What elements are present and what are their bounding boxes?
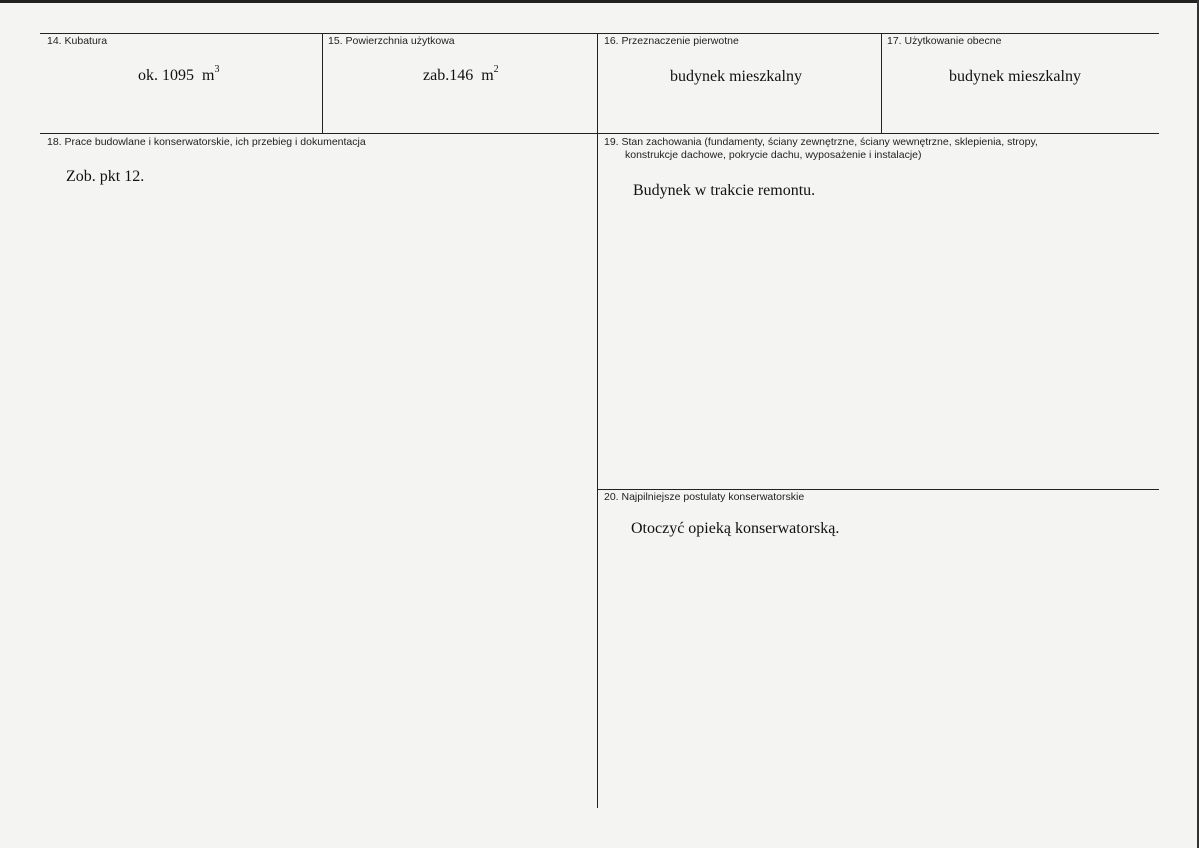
field-20-value: Otoczyć opieką konserwatorską. bbox=[631, 520, 840, 537]
divider-14-15 bbox=[322, 33, 323, 133]
field-15-value-text: zab.146 m bbox=[423, 67, 494, 84]
divider-center bbox=[597, 33, 598, 808]
page-top-border bbox=[0, 0, 1199, 3]
field-18-value: Zob. pkt 12. bbox=[66, 168, 145, 185]
field-19-label-line1: 19. Stan zachowania (fundamenty, ściany zewnętrzne, ściany wewnętrzne, sklepienia, stropy, bbox=[604, 136, 1038, 148]
field-14-value-exponent: 3 bbox=[214, 63, 220, 75]
row1-top-line bbox=[40, 33, 1159, 34]
field-15-value-exponent: 2 bbox=[493, 63, 499, 75]
row1-bottom-line bbox=[40, 133, 1159, 134]
field-14-value-text: ok. 1095 m bbox=[138, 67, 215, 84]
field-14-value bbox=[138, 63, 220, 85]
field-19-label-line2: konstrukcje dachowe, pokrycie dachu, wyposażenie i instalacje) bbox=[625, 149, 922, 161]
field-17-value: budynek mieszkalny bbox=[949, 68, 1081, 85]
field-19-value: Budynek w trakcie remontu. bbox=[633, 182, 816, 199]
field-16-label: 16. Przeznaczenie pierwotne bbox=[604, 35, 739, 47]
section20-top-line bbox=[597, 489, 1159, 490]
field-14-label: 14. Kubatura bbox=[47, 35, 108, 47]
field-16-value: budynek mieszkalny bbox=[670, 68, 802, 85]
field-18-label: 18. Prace budowlane i konserwatorskie, ich przebieg i dokumentacja bbox=[47, 136, 366, 148]
divider-16-17 bbox=[881, 33, 882, 133]
field-17-label: 17. Użytkowanie obecne bbox=[887, 35, 1002, 47]
field-20-label: 20. Najpilniejsze postulaty konserwatorskie bbox=[604, 491, 805, 503]
field-15-value bbox=[423, 63, 499, 85]
field-15-label: 15. Powierzchnia użytkowa bbox=[328, 35, 455, 47]
